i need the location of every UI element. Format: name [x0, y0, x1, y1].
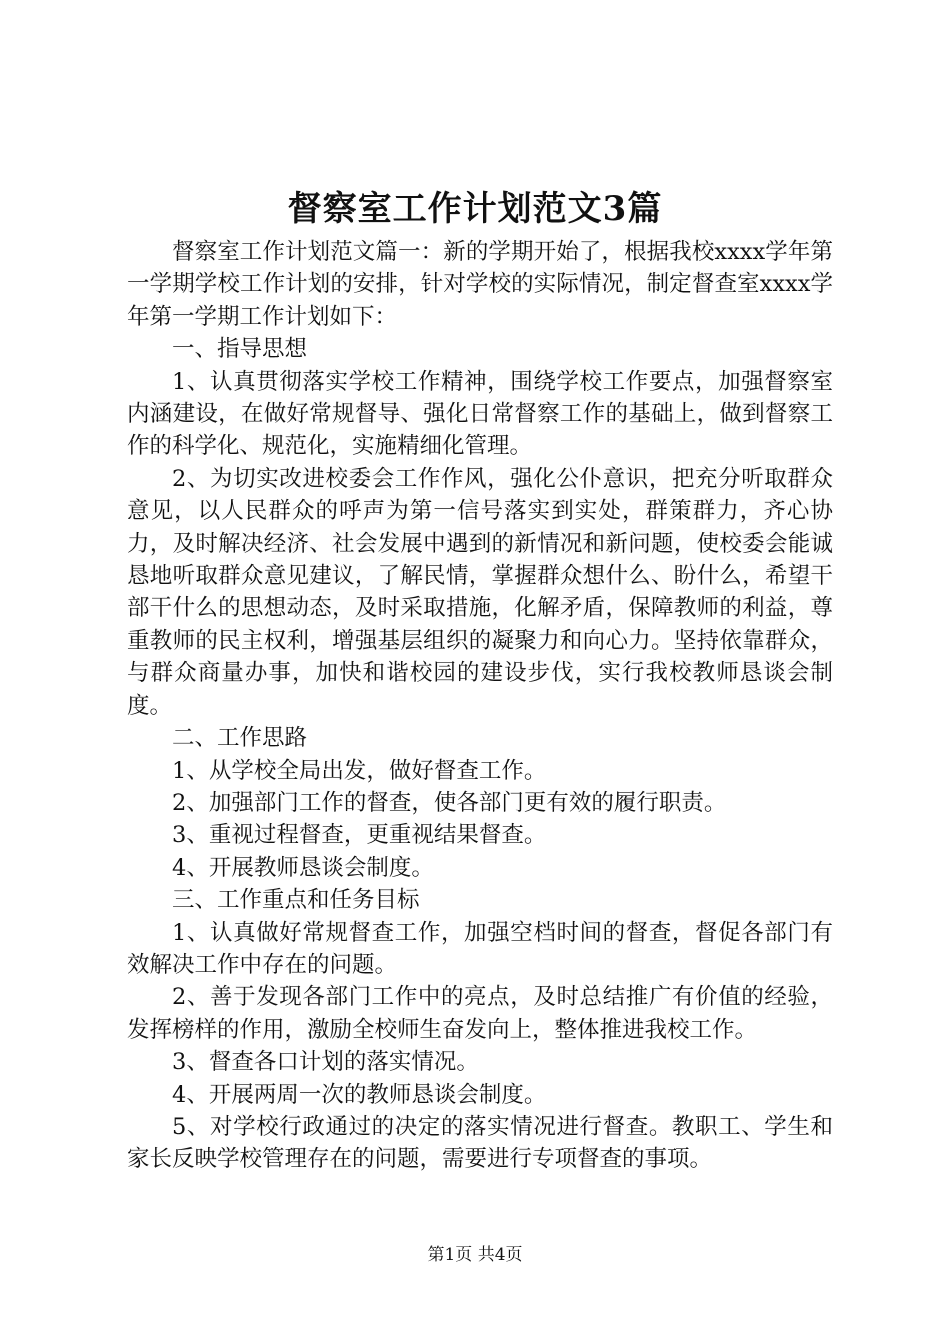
approach-item-3: 3、重视过程督查，更重视结果督查。: [172, 822, 547, 849]
task-item-1: 1、认真做好常规督查工作，加强空档时间的督查，督促各部门有效解决工作中存在的问题。: [127, 919, 833, 978]
approach-item-4: 4、开展教师恳谈会制度。: [172, 854, 434, 881]
task-item-5: 5、对学校行政通过的决定的落实情况进行督查。教职工、学生和家长反映学校管理存在的问题，需要进行专项督查的事项。: [127, 1113, 833, 1173]
document-body: [127, 236, 833, 1176]
approach-item-1: 1、从学校全局出发，做好督查工作。: [172, 757, 547, 784]
section-heading-key-tasks: 三、工作重点和任务目标: [172, 887, 420, 914]
section-heading-work-approach: 二、工作思路: [172, 725, 308, 752]
guiding-item-1: 1、认真贯彻落实学校工作精神，围绕学校工作要点，加强督察室内涵建设，在做好常规督导、强化日常督察工作的基础上，做到督察工作的科学化、规范化，实施精细化管理。: [127, 368, 833, 460]
intro-paragraph: 督察室工作计划范文篇一：新的学期开始了，根据我校xxxx学年第一学期学校工作计划的安排，针对学校的实际情况，制定督查室xxxx学年第一学期工作计划如下：: [127, 239, 833, 330]
task-item-3: 3、督查各口计划的落实情况。: [172, 1049, 479, 1076]
task-item-4: 4、开展两周一次的教师恳谈会制度。: [172, 1081, 547, 1108]
document-title: 督察室工作计划范文3篇: [287, 189, 663, 229]
section-heading-guiding-thought: 一、指导思想: [172, 336, 308, 363]
guiding-item-2: 2、为切实改进校委会工作作风，强化公仆意识，把充分听取群众意见，以人民群众的呼声为第一信号落实到实处，群策群力，齐心协力，及时解决经济、社会发展中遇到的新情况和新问题，使校委会能诚恳地听取群众意见建议，了解民情，掌握群众想什么、盼什么，希望干部干什么的思想动态，及时采取措施，化解矛盾，保障教师的利益，尊重教师的民主权利，增强基层组织的凝聚力和向心力。坚持依靠群众，与群众商量办事，加快和谐校园的建设步伐，实行我校教师恳谈会制度。: [127, 465, 833, 719]
approach-item-2: 2、加强部门工作的督查，使各部门更有效的履行职责。: [172, 789, 727, 816]
page-number-footer: 第1页 共4页: [427, 1245, 523, 1265]
task-item-2: 2、善于发现各部门工作中的亮点，及时总结推广有价值的经验，发挥榜样的作用，激励全校师生奋发向上，整体推进我校工作。: [127, 984, 833, 1043]
